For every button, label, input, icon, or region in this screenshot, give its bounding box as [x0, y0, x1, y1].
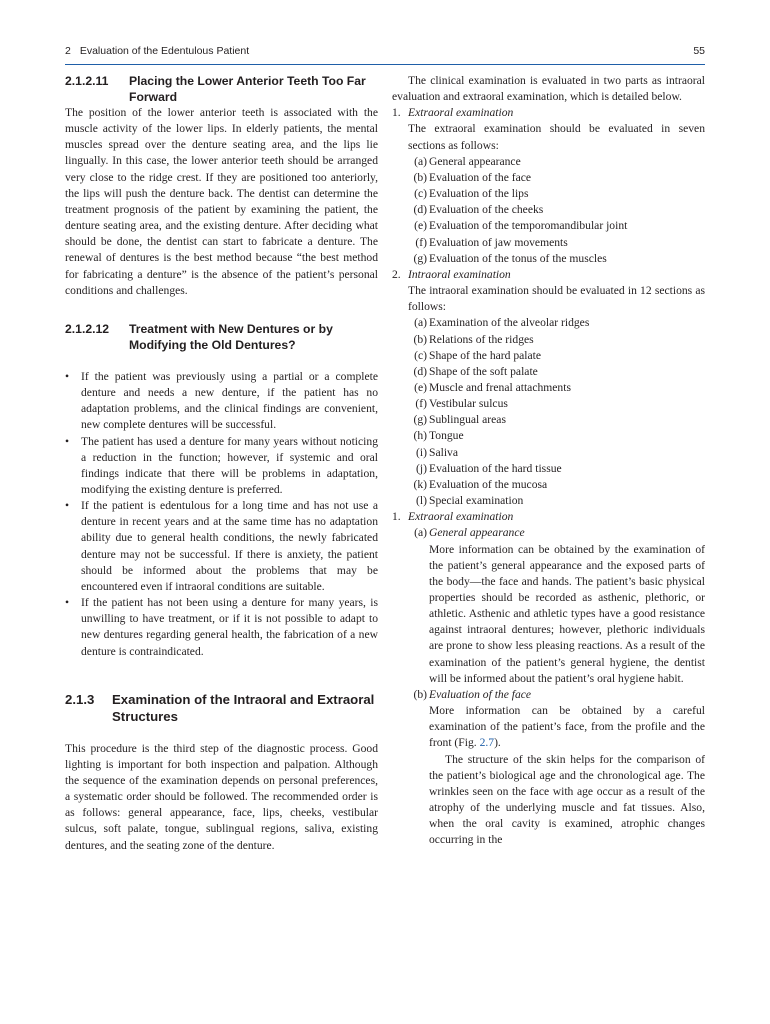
- sub-label: (k): [413, 477, 427, 491]
- item-number: 2.: [392, 267, 401, 281]
- sub-item: [408, 186, 705, 202]
- bullet-list: [65, 369, 378, 660]
- sub-text: Special examination: [429, 494, 524, 508]
- item-title: Extraoral examination: [408, 510, 514, 524]
- sub-item: [408, 170, 705, 186]
- body-text: ).: [494, 736, 501, 750]
- sub-text: Evaluation of the hard tissue: [429, 461, 562, 475]
- item-text: The extraoral examination should be evaluated in seven sections as follows:: [408, 122, 705, 152]
- sub-item: [408, 461, 705, 477]
- numbered-item-extraoral-detail: [392, 509, 705, 848]
- sub-item: [408, 315, 705, 331]
- sub-text: Evaluation of jaw movements: [429, 235, 568, 249]
- sub-title: Evaluation of the face: [429, 687, 532, 701]
- section-number: 2.1.3: [65, 691, 95, 707]
- sub-item: [408, 380, 705, 396]
- sub-text: Relations of the ridges: [429, 332, 534, 346]
- sub-item: [408, 396, 705, 412]
- bullet-item: • The patient has used a denture for many years without noticing a reduction in the function; however, if systemic and oral findings indicate that there will be problems in adaptation, modifying the existing denture is preferred.: [65, 434, 378, 499]
- right-column: [392, 73, 705, 849]
- sub-label: (c): [414, 348, 427, 362]
- sub-item: [408, 493, 705, 509]
- section-number: 2.1.2.12: [65, 321, 110, 336]
- left-column: [65, 73, 378, 854]
- sub-title: General appearance: [429, 526, 525, 540]
- sub-label: (e): [414, 380, 427, 394]
- sub-text: Examination of the alveolar ridges: [429, 316, 590, 330]
- sub-text: Evaluation of the lips: [429, 187, 529, 201]
- sub-text: Shape of the soft palate: [429, 364, 538, 378]
- sub-body: The structure of the skin helps for the comparison of the patient’s biological age and the chronological age. The wrinkles seen on the face with age occur as a result of the atrophy of the underlying muscle and fat tissues. Also, when the oral cavity is examined, atrophic changes occurring in the: [429, 752, 705, 847]
- sub-text: Muscle and frenal attachments: [429, 380, 571, 394]
- item-number: 1.: [392, 510, 401, 524]
- section-title: Examination of the Intraoral and Extraoral Structures: [112, 691, 375, 724]
- header-chapter: [65, 45, 249, 57]
- bullet-item: • If the patient is edentulous for a long time and has not use a denture in recent years and at the same time has no adaptation ability due to general health conditions, the newly fabricated denture may not be successful. If there is anxiety, the patient should be informed about the problems that may be encountered even if intraoral conditions are suitable.: [65, 498, 378, 595]
- numbered-item-intraoral: [392, 267, 705, 509]
- intro-paragraph: The clinical examination is evaluated in two parts as intraoral evaluation and extraoral examination, which is detailed below.: [392, 74, 705, 104]
- sub-text: Evaluation of the mucosa: [429, 477, 548, 491]
- sub-item: [408, 154, 705, 170]
- sub-label: (h): [413, 429, 427, 443]
- sub-list: [408, 315, 705, 509]
- running-header: [65, 44, 705, 65]
- sub-label: (g): [413, 413, 427, 427]
- sub-text: Saliva: [429, 445, 458, 459]
- sub-label: (l): [416, 494, 427, 508]
- chapter-title: Evaluation of the Edentulous Patient: [79, 45, 250, 57]
- sub-label: (d): [413, 364, 427, 378]
- page-number: 55: [693, 45, 705, 57]
- item-title: Intraoral examination: [408, 267, 511, 281]
- item-title: Extraoral examination: [408, 106, 514, 120]
- sub-label: (g): [413, 251, 427, 265]
- sub-label: (b): [413, 332, 427, 346]
- sub-text: Tongue: [429, 429, 464, 443]
- sub-text: Vestibular sulcus: [429, 397, 508, 411]
- sub-item: [408, 477, 705, 493]
- sub-text: Sublingual areas: [429, 413, 506, 427]
- sub-item: [408, 364, 705, 380]
- section-heading-2-1-3: [65, 691, 378, 725]
- sub-label: (b): [413, 687, 427, 701]
- section-title: Placing the Lower Anterior Teeth Too Far Forward: [129, 74, 366, 104]
- sub-list: [408, 154, 705, 267]
- chapter-number: 2: [65, 45, 71, 57]
- body-text: More information can be obtained by a careful examination of the patient’s face, from the profile and the front (Fig.: [429, 704, 705, 750]
- sub-label: (b): [413, 170, 427, 184]
- sub-item: [408, 348, 705, 364]
- sub-item: [408, 428, 705, 444]
- bullet-item: • If the patient has not been using a denture for many years, is unwilling to have treatment, or if it is not possible to adapt to new dentures regarding general health, the fabrication of a new denture is contraindicated.: [65, 595, 378, 660]
- sub-item: [408, 332, 705, 348]
- sub-text: General appearance: [429, 154, 521, 168]
- sub-label: (c): [414, 187, 427, 201]
- sub-label: (a): [414, 526, 427, 540]
- sub-label: (a): [414, 316, 427, 330]
- sub-label: (f): [415, 397, 427, 411]
- sub-item: [408, 445, 705, 461]
- sub-label: (a): [414, 154, 427, 168]
- sub-body: [408, 703, 705, 751]
- sub-item-general-appearance: [408, 525, 705, 541]
- sub-item: [408, 202, 705, 218]
- sub-text: Evaluation of the tonus of the muscles: [429, 251, 607, 265]
- sub-label: (j): [416, 461, 427, 475]
- section-heading-2-1-2-12: [65, 321, 378, 353]
- sub-text: Evaluation of the face: [429, 170, 532, 184]
- sub-label: (f): [415, 235, 427, 249]
- section-heading-2-1-2-11: [65, 73, 378, 105]
- section-number: 2.1.2.11: [65, 74, 109, 88]
- sub-item: [408, 235, 705, 251]
- sub-label: (d): [413, 203, 427, 217]
- sub-body: More information can be obtained by the examination of the patient’s general appearance and the exposed parts of the body—the face and hands. The patient’s basic physical properties should be recorded as asthenic, plethoric, or athletic. Asthenic and athletic types have a good resistance against intraoral dentures; however, plethoric individuals are prone to show less pleasing reactions. As a result of the examination of the patient’s general hygiene, the dentist will be informed about the patient’s oral hygiene habit.: [429, 542, 705, 685]
- sub-item-face: [408, 687, 705, 703]
- bullet-item: • If the patient was previously using a partial or a complete denture and needs a new denture, if the patient has no adaptation problems, and the clinical findings are convenient, new complete dentures will be successful.: [65, 369, 378, 434]
- sub-text: Evaluation of the cheeks: [429, 203, 544, 217]
- body-paragraph: The position of the lower anterior teeth is associated with the muscle activity of the lower lips. In elderly patients, the mental muscles spread over the denture seating area, and the lips lie lingually. In this case, the lower anterior teeth should be arranged very close to the ridge crest. If they are positioned too anteriorly, the lips will push the denture back. The dentist can determine the treatment prognosis of the patient by examining the patient, the denture seating area, and the existing denture. After deciding what should be done, the dentist can start to fabricate a denture. The renewal of dentures is the best method because “the best method for fabricating a denture” is the absence of the patient’s personal conditions and challenges.: [65, 106, 378, 297]
- item-number: 1.: [392, 106, 401, 120]
- section-title: Treatment with New Dentures or by Modifying the Old Dentures?: [129, 321, 333, 352]
- sub-item: [408, 218, 705, 234]
- sub-item: [408, 412, 705, 428]
- body-paragraph: This procedure is the third step of the diagnostic process. Good lighting is important for both inspection and palpation. Although the sequence of the examination depends on personal preferences, a systematic order should be followed. The recommended order is as follows: general appearance, face, lips, cheeks, vestibular sulcus, soft palate, tongue, sublingual regions, saliva, existing dentures, and the seating zone of the denture.: [65, 741, 378, 852]
- item-text: The intraoral examination should be evaluated in 12 sections as follows:: [408, 284, 705, 314]
- numbered-item-extraoral: [392, 105, 705, 267]
- figure-reference-link[interactable]: 2.7: [479, 736, 495, 750]
- sub-text: Evaluation of the temporomandibular joint: [429, 219, 628, 233]
- sub-text: Shape of the hard palate: [429, 348, 542, 362]
- sub-label: (i): [416, 445, 427, 459]
- sub-label: (e): [414, 219, 427, 233]
- sub-item: [408, 251, 705, 267]
